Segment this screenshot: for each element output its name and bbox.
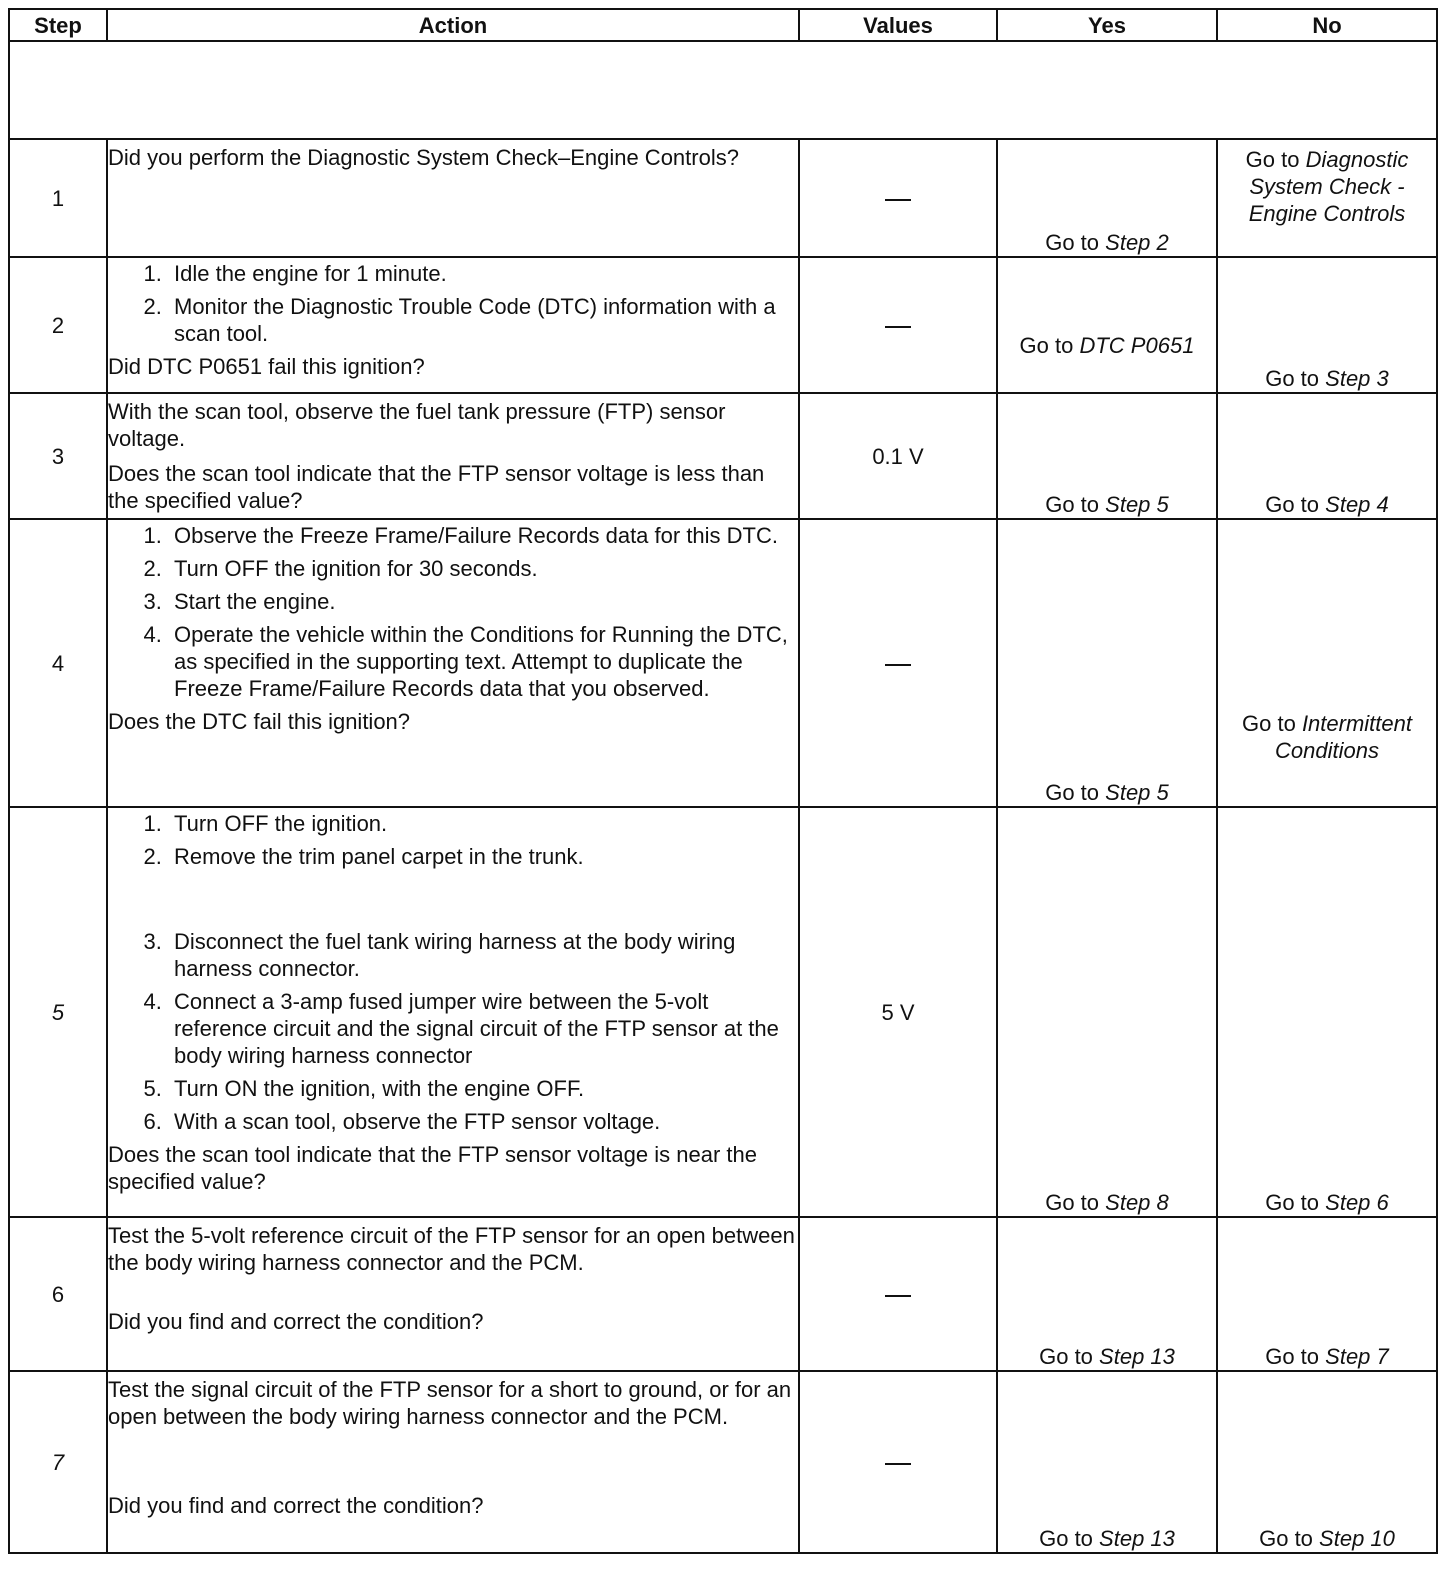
header-no: No (1217, 9, 1437, 41)
dash-value (885, 326, 911, 328)
action-item: 2. Remove the trim panel carpet in the trunk. (168, 843, 798, 870)
action-text: Test the signal circuit of the FTP sensor for a short to ground, or for an open between the body wiring harness connector and the PCM. (108, 1377, 792, 1429)
step-number: 5 (9, 807, 107, 1217)
action-cell (107, 1217, 799, 1371)
table-row-step-3 (9, 393, 1437, 519)
action-item: 1. Idle the engine for 1 minute. (168, 260, 798, 287)
action-item: 5. Turn ON the ignition, with the engine OFF. (168, 1075, 798, 1102)
action-item: 4. Connect a 3-amp fused jumper wire between the 5-volt reference circuit and the signal circuit of the FTP sensor at the body wiring harness connector (168, 988, 798, 1069)
no-goto-prefix: Go to (1245, 147, 1300, 172)
value-text: 0.1 V (872, 443, 924, 469)
no-goto-prefix: Go to (1265, 492, 1320, 517)
table-row-step-4 (9, 519, 1437, 807)
dash-value (885, 664, 911, 666)
no-goto-target[interactable]: Intermittent Conditions (1275, 711, 1412, 763)
action-item: 1. Observe the Freeze Frame/Failure Records data for this DTC. (168, 522, 798, 549)
action-item: 2. Turn OFF the ignition for 30 seconds. (168, 555, 798, 582)
no-goto-prefix: Go to (1265, 1190, 1320, 1215)
action-item: 4. Operate the vehicle within the Conditions for Running the DTC, as specified in the supporting text. Attempt to duplicate the Freeze Frame/Failure Records data that you observed. (168, 621, 798, 702)
no-cell (1217, 519, 1437, 807)
yes-goto-target[interactable]: Step 13 (1099, 1344, 1175, 1369)
action-item: 2. Monitor the Diagnostic Trouble Code (DTC) information with a scan tool. (168, 293, 798, 347)
action-text: With the scan tool, observe the fuel tank pressure (FTP) sensor voltage. (108, 399, 726, 451)
action-cell (107, 257, 799, 393)
blank-cell (9, 41, 1437, 139)
blank-row (9, 41, 1437, 139)
yes-goto-target[interactable]: Step 5 (1105, 780, 1169, 805)
yes-goto-prefix: Go to (1045, 492, 1100, 517)
value-cell (799, 257, 997, 393)
yes-goto-target[interactable]: Step 5 (1105, 492, 1169, 517)
action-cell (107, 1371, 799, 1553)
no-goto-target[interactable]: Step 4 (1325, 492, 1389, 517)
value-cell (799, 519, 997, 807)
table-row-step-6 (9, 1217, 1437, 1371)
header-values: Values (799, 9, 997, 41)
yes-cell (997, 807, 1217, 1217)
value-cell (799, 1371, 997, 1553)
no-goto-prefix: Go to (1265, 366, 1320, 391)
action-item: 6. With a scan tool, observe the FTP sensor voltage. (168, 1108, 798, 1135)
action-item: 1. Turn OFF the ignition. (168, 810, 798, 837)
dash-value (885, 199, 911, 201)
yes-cell (997, 139, 1217, 257)
action-cell (107, 139, 799, 257)
action-question: Does the DTC fail this ignition? (108, 709, 411, 734)
action-text: Did you perform the Diagnostic System Check–Engine Controls? (108, 145, 739, 170)
no-cell (1217, 1217, 1437, 1371)
header-row (9, 9, 1437, 41)
dash-value (885, 1463, 911, 1465)
table-row-step-2 (9, 257, 1437, 393)
yes-goto-prefix: Go to (1045, 1190, 1100, 1215)
yes-goto-target[interactable]: DTC P0651 (1079, 332, 1195, 358)
action-question: Did DTC P0651 fail this ignition? (108, 354, 425, 379)
step-number: 2 (9, 257, 107, 393)
no-goto-target[interactable]: Step 10 (1319, 1526, 1395, 1551)
no-goto-target[interactable]: Step 7 (1325, 1344, 1389, 1369)
action-cell (107, 519, 799, 807)
value-cell (799, 393, 997, 519)
no-goto-prefix: Go to (1259, 1526, 1313, 1551)
no-goto-prefix: Go to (1265, 1344, 1320, 1369)
yes-goto-target[interactable]: Step 13 (1099, 1526, 1175, 1551)
table-row-step-5 (9, 807, 1437, 1217)
step-number: 1 (9, 139, 107, 257)
step-number: 6 (9, 1217, 107, 1371)
no-cell (1217, 257, 1437, 393)
action-question: Did you find and correct the condition? (108, 1493, 484, 1518)
yes-cell (997, 1371, 1217, 1553)
action-question: Does the scan tool indicate that the FTP sensor voltage is less than the specified value? (108, 461, 765, 513)
step-number: 7 (9, 1371, 107, 1553)
yes-goto-target[interactable]: Step 8 (1105, 1190, 1169, 1215)
value-cell (799, 139, 997, 257)
value-cell (799, 807, 997, 1217)
action-question: Did you find and correct the condition? (108, 1309, 484, 1334)
diagnostic-table (8, 8, 1438, 1554)
action-item: 3. Start the engine. (168, 588, 798, 615)
yes-cell (997, 519, 1217, 807)
yes-cell (997, 257, 1217, 393)
step-number: 3 (9, 393, 107, 519)
header-action: Action (107, 9, 799, 41)
action-item: 3. Disconnect the fuel tank wiring harness at the body wiring harness connector. (168, 928, 798, 982)
table-row-step-7 (9, 1371, 1437, 1553)
no-goto-target[interactable]: Step 3 (1325, 366, 1389, 391)
header-yes: Yes (997, 9, 1217, 41)
action-question: Does the scan tool indicate that the FTP sensor voltage is near the specified value? (108, 1142, 757, 1194)
yes-goto-target[interactable]: Step 2 (1105, 230, 1169, 255)
action-text: Test the 5-volt reference circuit of the FTP sensor for an open between the body wiring harness connector and the PCM. (108, 1223, 795, 1275)
yes-cell (997, 1217, 1217, 1371)
yes-goto-prefix: Go to (1039, 1344, 1093, 1369)
no-goto-prefix: Go to (1242, 711, 1296, 736)
action-cell (107, 393, 799, 519)
no-cell (1217, 139, 1437, 257)
header-step: Step (9, 9, 107, 41)
no-cell (1217, 1371, 1437, 1553)
no-goto-target[interactable]: Diagnostic System Check - Engine Controls (1248, 147, 1409, 226)
value-text: 5 V (881, 999, 915, 1025)
yes-goto-prefix: Go to (1039, 1526, 1093, 1551)
yes-goto-prefix: Go to (1019, 332, 1074, 358)
step-number: 4 (9, 519, 107, 807)
table-row-step-1 (9, 139, 1437, 257)
yes-goto-prefix: Go to (1045, 230, 1100, 255)
no-cell (1217, 393, 1437, 519)
action-cell (107, 807, 799, 1217)
dash-value (885, 1295, 911, 1297)
yes-cell (997, 393, 1217, 519)
no-goto-target[interactable]: Step 6 (1325, 1190, 1389, 1215)
no-cell (1217, 807, 1437, 1217)
value-cell (799, 1217, 997, 1371)
yes-goto-prefix: Go to (1045, 780, 1100, 805)
